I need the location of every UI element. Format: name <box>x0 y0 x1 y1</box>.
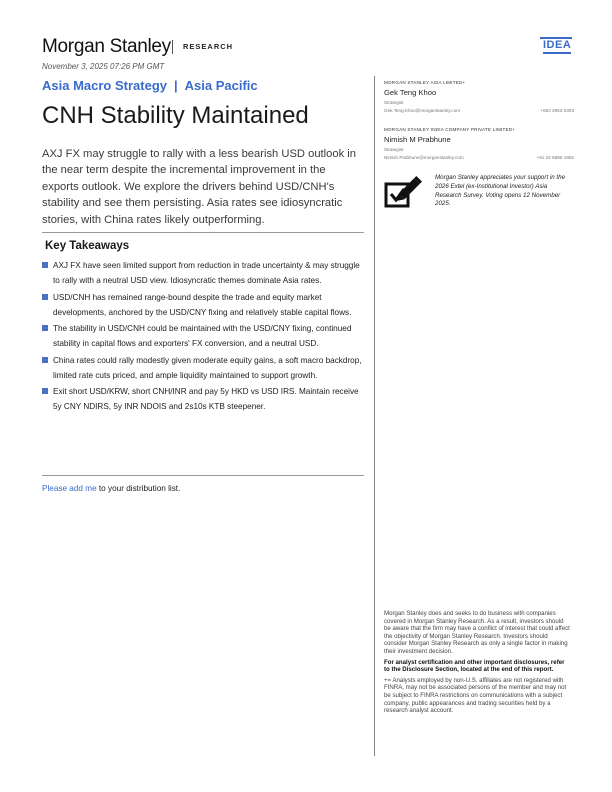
summary-divider <box>42 232 364 233</box>
distribution-text: to your distribution list. <box>96 484 181 493</box>
analyst-firm: MORGAN STANLEY INDIA COMPANY PRIVATE LIMITED+ <box>384 127 516 132</box>
analyst-contact <box>384 108 574 114</box>
analyst-role: Strategist <box>384 147 404 152</box>
square-bullet-icon <box>42 388 48 394</box>
research-label: RESEARCH <box>183 42 234 51</box>
square-bullet-icon <box>42 294 48 300</box>
report-series <box>42 78 258 93</box>
square-bullet-icon <box>42 325 48 331</box>
takeaway-text: AXJ FX have seen limited support from reduction in trade uncertainty & may struggle to rally with a neutral USD view. Idiosyncratic themes dominate Asia rates. <box>53 261 360 285</box>
series-name[interactable]: Asia Macro Strategy <box>42 78 167 93</box>
disclosure-certification: For analyst certification and other important disclosures, refer to the Disclosure Section, located at the end of this report. <box>384 658 565 674</box>
takeaway-text: The stability in USD/CNH could be maintained with the USD/CNY fixing, continued stability in capital flows and exporters' FX conversion, and a neutral USD. <box>53 324 352 348</box>
add-me-link[interactable]: Please add me <box>42 484 97 493</box>
takeaway-item <box>42 353 364 383</box>
analyst-card <box>384 80 574 114</box>
analyst-card <box>384 127 574 161</box>
takeaway-text: China rates could rally modestly given moderate equity gains, a soft macro backdrop, limited rate cuts priced, and ample liquidity maintained to support growth. <box>53 355 362 380</box>
analyst-email[interactable]: Nimish.Prabhune@morganstanley.com <box>384 155 464 160</box>
analyst-phone: +91 22 6896-1862 <box>536 155 574 160</box>
disclosure-block <box>384 610 570 718</box>
pen-checkbox-icon <box>384 172 424 212</box>
distribution-line <box>42 484 180 493</box>
report-summary: AXJ FX may struggle to rally with a less bearish USD outlook in the near term despite the incremental improvement in the exports outlook. We explore the drivers behind USD/CNH's stability and see them persisting. Asia rates see idiosyncratic stories, with China rates likely outperforming. <box>42 148 356 226</box>
column-divider <box>374 76 375 756</box>
takeaway-item <box>42 290 364 320</box>
takeaway-item <box>42 384 364 414</box>
square-bullet-icon <box>42 262 48 268</box>
key-takeaways-list <box>42 258 364 416</box>
survey-notice: Morgan Stanley appreciates your support in the 2026 Extel (ex-Institutional Investor) Asia Research Survey. Voting opens 12 November 2025. <box>435 174 566 208</box>
key-takeaways-heading: Key Takeaways <box>45 240 130 252</box>
report-title: CNH Stability Maintained <box>42 102 309 129</box>
idea-badge: IDEA <box>543 40 571 54</box>
brand-logo: Morgan Stanley <box>42 36 171 57</box>
logo-divider <box>172 40 173 54</box>
takeaway-text: USD/CNH has remained range-bound despite the trade and equity market developments, anchored by the USD/CNY fixing and relatively stable capital flows. <box>53 292 352 317</box>
series-divider: | <box>174 78 178 93</box>
publish-date: November 3, 2025 07:26 PM GMT <box>42 62 165 71</box>
takeaway-item <box>42 321 364 351</box>
takeaways-divider <box>42 475 364 476</box>
analyst-role: Strategist <box>384 100 404 105</box>
takeaway-item <box>42 258 364 288</box>
takeaway-text: Exit short USD/KRW, short CNH/INR and pay 5y HKD vs USD IRS. Maintain receive 5y CNY NDIRS, 5y INR NDOIS and 2s10s KTB steepener. <box>53 387 359 411</box>
region-name[interactable]: Asia Pacific <box>184 78 258 93</box>
analyst-name: Nimish M Prabhune <box>384 135 451 144</box>
analyst-phone: +852 3963-0303 <box>540 108 574 113</box>
analyst-email[interactable]: Gek.Teng.Khoo@morganstanley.com <box>384 108 461 113</box>
analyst-contact <box>384 155 574 161</box>
analyst-name: Gek Teng Khoo <box>384 88 437 97</box>
disclosure-finra: += Analysts employed by non-U.S. affiliates are not registered with FINRA, may not be associated persons of the member and may not be subject to FINRA restrictions on communications with a subject company, public appearances and trading securities held by a research analyst account. <box>384 676 567 715</box>
analyst-firm: MORGAN STANLEY ASIA LIMITED+ <box>384 80 466 85</box>
disclosure-conflict: Morgan Stanley does and seeks to do business with companies covered in Morgan Stanley Research. As a result, investors should be aware that the firm may have a conflict of interest that could affect the objectivity of Morgan Stanley Research. Investors should consider Morgan Stanley Research as only a single factor in making their investment decision. <box>384 610 570 655</box>
square-bullet-icon <box>42 357 48 363</box>
